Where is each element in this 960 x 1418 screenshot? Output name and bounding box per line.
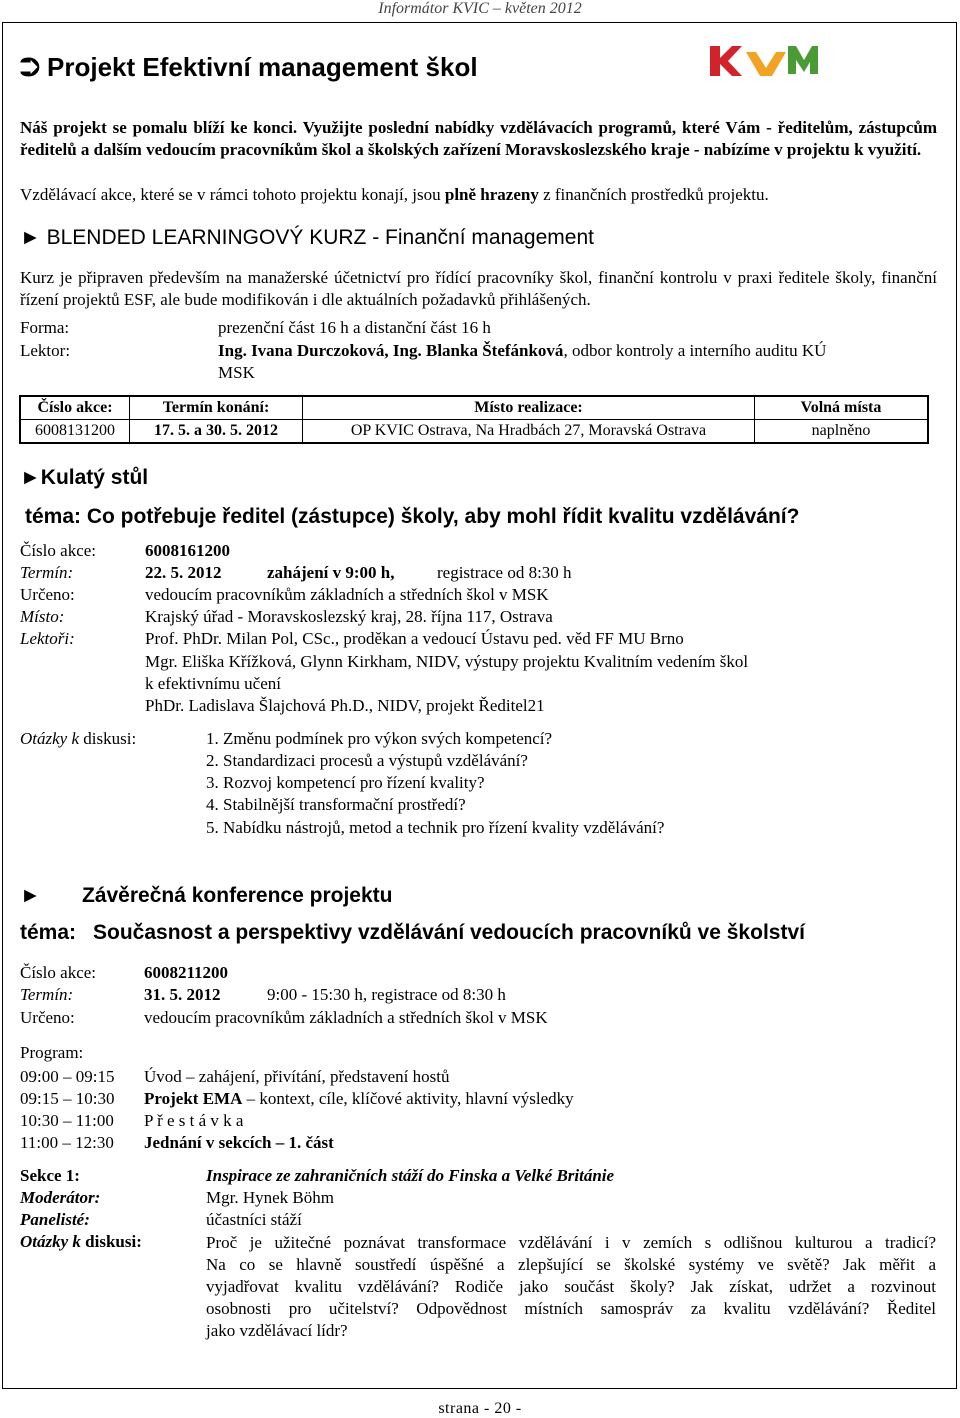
project-title-text: Projekt Efektivní management škol bbox=[47, 52, 478, 82]
table-header-row bbox=[20, 396, 928, 420]
program-time-1: 09:00 – 09:15 bbox=[20, 1067, 115, 1086]
intro-plain-a: Vzdělávací akce, které se v rámci tohoto projektu konají, jsou bbox=[20, 185, 445, 204]
konf-arrow: ► bbox=[20, 884, 41, 907]
konf-title: Závěrečná konference projektu bbox=[82, 884, 393, 907]
intro-plain-b: z finančních prostředků projektu. bbox=[538, 185, 769, 204]
moderator-value: Mgr. Hynek Böhm bbox=[206, 1188, 334, 1207]
k-lektor-1: Prof. PhDr. Milan Pol, CSc., proděkan a vedoucí Ústavu ped. věd FF MU Brno bbox=[145, 629, 684, 648]
th-termin: Termín konání: bbox=[130, 396, 303, 420]
td-termin: 17. 5. a 30. 5. 2012 bbox=[130, 420, 303, 444]
k-misto-value: Krajský úřad - Moravskoslezský kraj, 28. října 117, Ostrava bbox=[145, 607, 553, 626]
table-row bbox=[20, 420, 928, 444]
k-cislo-label: Číslo akce: bbox=[20, 541, 97, 560]
lektor-value-line2: MSK bbox=[218, 363, 255, 382]
project-title bbox=[20, 52, 478, 84]
c-otazky-line-3: vyjadřovat kvalitu vzdělávání? Rodiče jako součást školy? Jak získat, udržet a rozvinout bbox=[206, 1277, 936, 1296]
k-lektor-3: k efektivnímu učení bbox=[145, 674, 281, 693]
program-item-1 bbox=[144, 1067, 449, 1087]
program-item-2-bold: Projekt EMA bbox=[144, 1089, 243, 1108]
kulaty-title: ►Kulatý stůl bbox=[20, 466, 149, 489]
blended-title: ► BLENDED LEARNINGOVÝ KURZ - Finanční management bbox=[20, 226, 594, 249]
program-item-4 bbox=[144, 1133, 334, 1153]
program-item-1-text: Úvod – zahájení, přivítání, představení hostů bbox=[144, 1067, 450, 1086]
konf-tema-value: Současnost a perspektivy vzdělávání vedoucích pracovníků ve školství bbox=[93, 921, 805, 944]
c-cislo-label: Číslo akce: bbox=[20, 963, 97, 982]
c-termin-date: 31. 5. 2012 bbox=[144, 985, 221, 1004]
moderator-label: Moderátor: bbox=[20, 1188, 101, 1207]
kulaty-tema: téma: Co potřebuje ředitel (zástupce) školy, aby mohl řídit kvalitu vzdělávání? bbox=[25, 505, 800, 528]
k-otazka-5: 5. Nabídku nástrojů, metod a technik pro řízení kvality vzdělávání? bbox=[206, 818, 665, 837]
k-lektori-label: Lektoři: bbox=[20, 629, 75, 648]
c-otazky-line-5: jako vzdělávací lídr? bbox=[206, 1321, 348, 1340]
k-otazky-label-r: diskusi: bbox=[79, 729, 137, 748]
page-header: Informátor KVIC – květen 2012 bbox=[378, 0, 582, 17]
c-urceno-label: Určeno: bbox=[20, 1008, 75, 1027]
k-lektor-4: PhDr. Ladislava Šlajchová Ph.D., NIDV, projekt Ředitel21 bbox=[145, 696, 545, 715]
td-cislo: 6008131200 bbox=[20, 420, 130, 444]
c-otazky-line-1: Proč je užitečné poznávat transformace vzdělávání i v zemích s odlišnou kulturou a tradicí? bbox=[206, 1233, 936, 1252]
td-volna: naplněno bbox=[755, 420, 929, 444]
lektor-value bbox=[218, 341, 826, 361]
intro-bold: Náš projekt se pomalu blíží ke konci. Využijte poslední nabídky vzdělávacích programů, které Vám - ředitelům, zástupcům ředitelů a dalším vedoucím pracovníkům škol a školských zařízení Moravskoslezského kraje - nabízíme v projektu k využití. bbox=[20, 118, 937, 159]
c-cislo-value: 6008211200 bbox=[144, 963, 229, 982]
c-otazky-label-r: diskusi: bbox=[80, 1232, 142, 1251]
intro-plain bbox=[20, 184, 937, 206]
circle-arrow-icon: ⮊ bbox=[20, 52, 40, 82]
c-otazky-label bbox=[20, 1232, 142, 1252]
panelist-value: účastníci stáží bbox=[206, 1210, 302, 1229]
k-termin-label: Termín: bbox=[20, 563, 74, 582]
th-cislo: Číslo akce: bbox=[20, 396, 130, 420]
c-otazky-line-4: osobnosti pro učitelství? Odpovědnost místních samospráv za kvalitu vzdělávání? Ředitel bbox=[206, 1299, 936, 1318]
sekce-label: Sekce 1: bbox=[20, 1166, 80, 1185]
program-time-3: 10:30 – 11:00 bbox=[20, 1111, 114, 1130]
program-item-4-bold: Jednání v sekcích – 1. část bbox=[144, 1133, 334, 1152]
program-item-2 bbox=[144, 1089, 574, 1109]
c-otazky-text bbox=[206, 1232, 936, 1342]
forma-label: Forma: bbox=[20, 318, 70, 337]
k-termin-start: zahájení v 9:00 h, bbox=[267, 563, 395, 582]
k-otazka-3: 3. Rozvoj kompetencí pro řízení kvality? bbox=[206, 773, 485, 792]
lektor-rest: , odbor kontroly a interního auditu KÚ bbox=[563, 341, 827, 360]
lektor-bold: Ing. Ivana Durczoková, Ing. Blanka Štefánková bbox=[218, 341, 564, 360]
c-otazky-label-i: Otázky k bbox=[20, 1232, 81, 1251]
program-item-3 bbox=[144, 1111, 243, 1131]
forma-value: prezenční část 16 h a distanční část 16 h bbox=[218, 318, 491, 337]
c-otazky-line-2: Na co se hlavně soustředí úspěšné a zlepšující se školské systémy ve světě? Jak měřit a bbox=[206, 1255, 936, 1274]
k-cislo-value: 6008161200 bbox=[145, 541, 230, 560]
k-urceno-label: Určeno: bbox=[20, 585, 75, 604]
th-misto: Místo realizace: bbox=[303, 396, 755, 420]
program-time-4: 11:00 – 12:30 bbox=[20, 1133, 114, 1152]
k-otazky-label bbox=[20, 729, 136, 749]
k-lektor-2: Mgr. Eliška Křížková, Glynn Kirkham, NIDV, výstupy projektu Kvalitním vedením škol bbox=[145, 652, 749, 671]
k-otazka-1: 1. Změnu podmínek pro výkon svých kompetencí? bbox=[206, 729, 553, 748]
program-time-2: 09:15 – 10:30 bbox=[20, 1089, 115, 1108]
k-termin-reg: registrace od 8:30 h bbox=[437, 563, 572, 582]
k-misto-label: Místo: bbox=[20, 607, 65, 626]
k-urceno-value: vedoucím pracovníkům základních a středních škol v MSK bbox=[145, 585, 549, 604]
th-volna: Volná místa bbox=[755, 396, 929, 420]
panelist-label: Panelisté: bbox=[20, 1210, 90, 1229]
lektor-label: Lektor: bbox=[20, 341, 71, 360]
program-item-3-text: P ř e s t á v k a bbox=[144, 1111, 244, 1130]
konf-tema-label: téma: bbox=[20, 921, 77, 944]
k-otazka-2: 2. Standardizaci procesů a výstupů vzdělávání? bbox=[206, 751, 528, 770]
sekce-value: Inspirace ze zahraničních stáží do Finska a Velké Británie bbox=[206, 1166, 615, 1185]
blended-desc: Kurz je připraven především na manažerské účetnictví pro řídící pracovníky škol, finanční kontrolu v praxi ředitele školy, finanční řízení projektů ESF, ale bude modifikován i dle aktuálních požadavků přihlášených. bbox=[20, 268, 937, 309]
k-otazky-label-i: Otázky k bbox=[20, 729, 80, 748]
program-label: Program: bbox=[20, 1043, 84, 1062]
k-termin-date: 22. 5. 2012 bbox=[145, 563, 222, 582]
c-termin-label: Termín: bbox=[20, 985, 74, 1004]
page-footer: strana - 20 - bbox=[438, 1400, 522, 1417]
kvic-logo bbox=[708, 44, 820, 80]
intro-plain-bold: plně hrazeny bbox=[444, 185, 539, 204]
k-otazka-4: 4. Stabilnější transformační prostředí? bbox=[206, 795, 466, 814]
program-item-2-text: – kontext, cíle, klíčové aktivity, hlavní výsledky bbox=[242, 1089, 574, 1108]
c-urceno-value: vedoucím pracovníkům základních a středních škol v MSK bbox=[144, 1008, 548, 1027]
blended-table bbox=[19, 395, 929, 444]
c-termin-time: 9:00 - 15:30 h, registrace od 8:30 h bbox=[267, 985, 506, 1004]
td-misto: OP KVIC Ostrava, Na Hradbách 27, Moravská Ostrava bbox=[303, 420, 755, 444]
